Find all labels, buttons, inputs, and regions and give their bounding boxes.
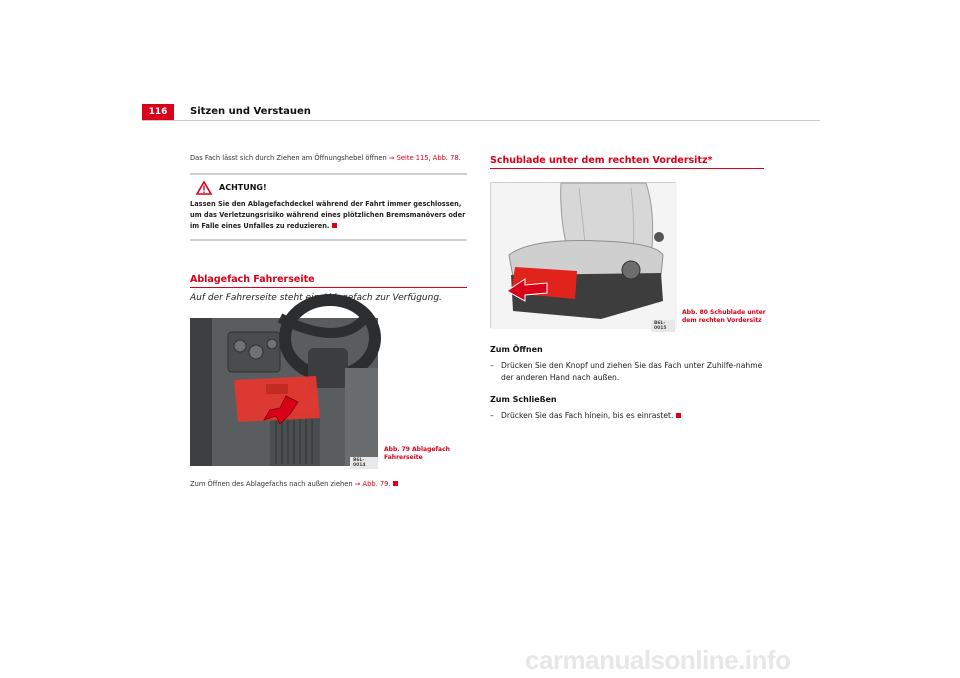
warning-heading (196, 180, 467, 196)
intro-paragraph (190, 153, 470, 165)
intro-end: . (458, 154, 461, 162)
end-marker-icon (393, 481, 398, 486)
subheading-schliessen: Zum Schließen (490, 395, 557, 404)
figure-caption-79 (384, 446, 464, 462)
bottom-text: Zum Öffnen des Ablagefachs nach außen ziehen (190, 480, 353, 488)
figure-badge: B6L-0015 (651, 320, 675, 332)
link-abb-78[interactable]: Abb. 78 (432, 154, 459, 162)
watermark: carmanualsonline.info (525, 645, 791, 675)
figure-caption-line2: dem rechten Vordersitz (682, 317, 762, 324)
instruction-open (490, 360, 765, 384)
figure-caption-line2: Fahrerseite (384, 454, 423, 461)
warning-title: ACHTUNG! (219, 183, 267, 192)
warning-text-paragraph (190, 199, 467, 232)
end-marker-icon (676, 413, 681, 418)
seat-illustration (491, 183, 677, 329)
left-column-top (190, 153, 470, 241)
figure-caption-line1: Abb. 79 Ablagefach (384, 446, 450, 453)
end-marker-icon (332, 223, 337, 228)
instruction-close-text: Drücken Sie das Fach hinein, bis es einrastet. (501, 411, 674, 420)
figure-ablagefach-fahrerseite (190, 318, 378, 466)
dash-bullet: – (490, 411, 494, 420)
link-seite-115[interactable]: Seite 115 (396, 154, 429, 162)
section-heading-ablagefach: Ablagefach Fahrerseite (190, 274, 467, 288)
dash-bullet: – (490, 361, 494, 370)
instruction-close (490, 410, 765, 422)
warning-box (190, 173, 467, 241)
subheading-oeffnen: Zum Öffnen (490, 345, 543, 354)
bottom-paragraph-left (190, 480, 398, 488)
header-divider (142, 120, 820, 121)
intro-text: Das Fach lässt sich durch Ziehen am Öffnungshebel öffnen (190, 154, 387, 162)
bottom-end: . (388, 480, 391, 488)
section-heading-schublade: Schublade unter dem rechten Vordersitz* (490, 155, 764, 169)
figure-caption-80 (682, 309, 772, 325)
instruction-open-text: Drücken Sie den Knopf und ziehen Sie das Fach unter Zuhilfe-nahme der anderen Hand nach außen. (501, 361, 763, 382)
link-abb-79[interactable]: Abb. 79 (362, 480, 389, 488)
ref-arrow-icon: ⇒ (388, 154, 395, 162)
dashboard-illustration (190, 318, 378, 466)
warning-text: Lassen Sie den Ablagefachdeckel während der Fahrt immer geschlossen, um das Verletzungsrisiko während eines plötzlichen Bremsmanövers oder im Falle eines Unfalles zu reduzieren. (190, 199, 466, 230)
warning-triangle-icon (196, 181, 212, 195)
ref-separator: , (428, 154, 431, 162)
section-intro-ablagefach: Auf der Fahrerseite steht ein Ablagefach zur Verfügung. (190, 293, 442, 303)
ref-arrow-icon: ⇒ (354, 480, 361, 488)
page-number: 116 (142, 104, 174, 120)
figure-caption-line1: Abb. 80 Schublade unter (682, 309, 766, 316)
figure-badge: B6L-0014 (350, 457, 378, 469)
page-title: Sitzen und Verstauen (190, 106, 311, 117)
figure-schublade-vordersitz (490, 182, 676, 331)
